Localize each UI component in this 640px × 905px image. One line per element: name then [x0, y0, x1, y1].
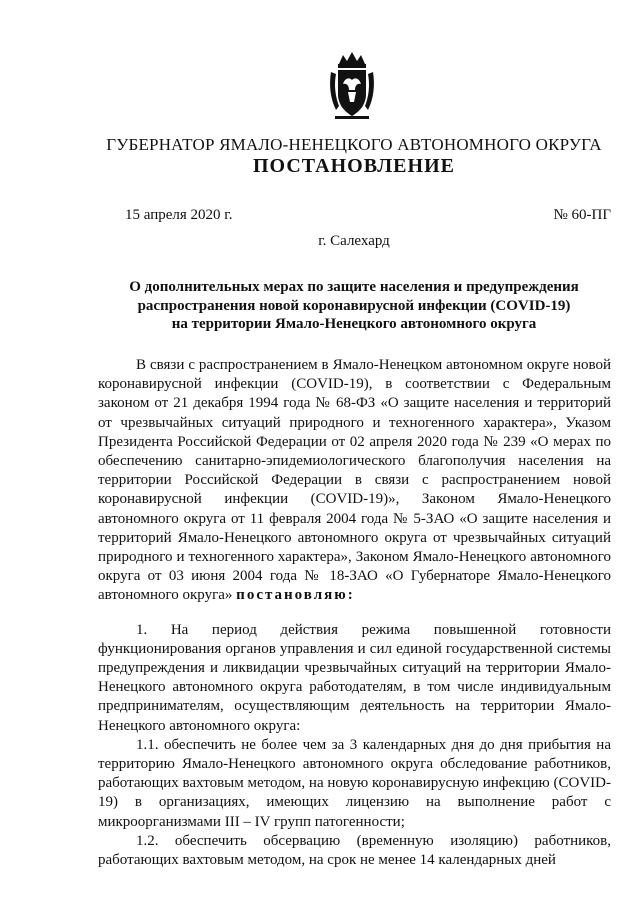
intro-text: В связи с распространением в Ямало-Ненецком автономном округе новой коронавирусной инфекции (COVID-19), в соответствии с Федеральным законом от 21 декабря 1994 года № 68-ФЗ «О защите населения и территорий от чрезвычайных ситуаций природного и техногенного характера», Указом Президента Российской Федерации от 02 апреля 2020 года № 239 «О мерах по обеспечению санитарно-эпидемиологического благополучия населения на территории Российской Федерации в связи с распространением новой коронавирусной инфекции (COVID-19)», Законом Ямало-Ненецкого автономного округа от 11 февраля 2004 года № 5-ЗАО «О защите населения и территорий Ямало-Ненецкого автономного округа от чрезвычайных ситуаций природного и техногенного характера», Законом Ямало-Ненецкого автономного округа от 03 июня 2004 года № 18-ЗАО «О Губернаторе Ямало-Ненецкого автономного округа» [98, 357, 611, 604]
document-subject [100, 278, 608, 334]
document-date: 15 апреля 2020 г. [125, 207, 233, 223]
document-number: № 60-ПГ [553, 207, 611, 223]
document-city: г. Салехард [318, 233, 390, 249]
intro-paragraph [98, 356, 611, 606]
governor-heading: ГУБЕРНАТОР ЯМАЛО-НЕНЕЦКОГО АВТОНОМНОГО ОКРУГА [106, 135, 602, 154]
subject-line: на территории Ямало-Ненецкого автономного округа [171, 316, 537, 332]
document-type-title: ПОСТАНОВЛЕНИЕ [253, 155, 455, 177]
paragraph-1-1: 1.1. обеспечить не более чем за 3 календарных дня до дня прибытия на территорию Ямало-Ненецкого автономного округа обследование работников, работающих вахтовым методом, на новую коронавирусную инфекцию (COVID-19) в организациях, имеющих лицензию на выполнение работ с микроорганизмами III – IV групп патогенности; [98, 736, 611, 830]
document-body [98, 356, 611, 870]
decree-word: постановляю: [236, 587, 355, 604]
coat-of-arms-icon [327, 50, 377, 122]
subject-line: распространения новой коронавирусной инфекции (COVID-19) [137, 297, 571, 314]
paragraph-1-2: 1.2. обеспечить обсервацию (временную изоляцию) работников, работающих вахтовым методом, на срок не менее 14 календарных дней [98, 832, 611, 869]
paragraph-1: 1. На период действия режима повышенной готовности функционирования органов управления и сил единой государственной системы предупреждения и ликвидации чрезвычайных ситуаций на территории Ямало-Ненецкого автономного округа работодателям, в том числе индивидуальным предпринимателям, осуществляющим деятельность на территории Ямало-Ненецкого автономного округа: [98, 621, 611, 734]
subject-line: О дополнительных мерах по защите населения и предупреждения [129, 279, 579, 295]
